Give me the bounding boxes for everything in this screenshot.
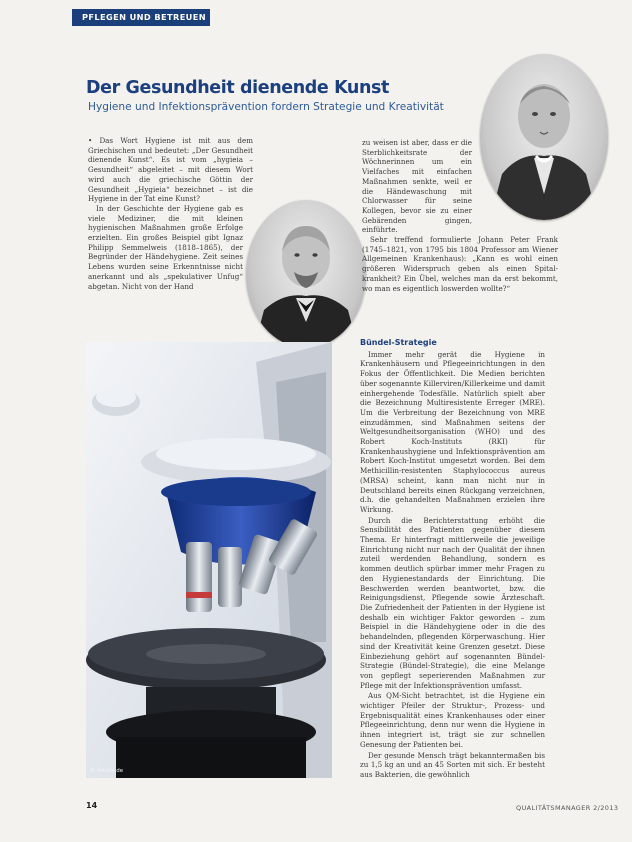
paragraph: Aus QM-Sicht betrachtet, ist die Hygiene ein wichtiger Pfeiler der Struktur-, Prozess- und Ergebnisqualität eines Krankenhauses oder einer Pflegeeinrichtung, denn nur wenn die Hygiene in ihnen integriert ist, trägt sie zur schnellen Genesung der Patienten bei.: [360, 691, 545, 749]
section-bar: [72, 9, 210, 26]
article-column-2: [362, 138, 558, 293]
article-title: Der Gesundheit dienende Kunst: [86, 78, 390, 98]
section-heading: Bündel-Strategie: [360, 338, 437, 347]
paragraph: • Das Wort Hygiene ist mit aus dem Griechischen und bedeutet: „Der Gesundheit dienende Kunst“. Es ist vom „hygieia – Gesundheit“ abgeleitet – mit diesem Wort wird auch die griechische Göttin der Gesundheit „Hygieia“ bezeichnet – ist die Hygiene in der Tat eine Kunst?: [88, 136, 253, 204]
paragraph: zu weisen ist aber, dass er die Sterblichkeitsrate der Wöchnerinnen um ein Vielfaches mit einfachen Maßnahmen senkte, weil er die Händewaschung mit Chlorwasser für seine Kollegen, bevor sie zu einer Gebärenden gingen, einführte.: [362, 138, 472, 235]
paragraph: In der Geschichte der Hygiene gab es viele Mediziner, die mit kleinen hygienischen Maßnahmen große Erfolge erzielten. Ein großes Beispiel gibt Ignaz Philipp Semmelweis (1818–1865), der Begründer der Händehygiene. Zeit seines Lebens wurden seine Erkenntnisse nicht anerkannt und als „spekulativer Unfug“ abgetan. Nicht von der Hand: [88, 203, 243, 291]
portrait-semmelweis: [246, 200, 366, 348]
paragraph: Durch die Berichterstattung erhöht die Sensibilität des Patienten gegenüber diesem Thema. Er hinterfragt mittlerweile die jeweilige Einrichtung nicht nur nach der Qualität der ihnen zuteil werdenden Behandlung, sondern es kommen deutlich spürbar immer mehr Fragen zu den Hygienestandards der Einrichtung. Die Beschwerden werden beantwortet, bzw. die Reinigungsdienst, Pflegende sowie Ärzteschaft. Die Zufriedenheit der Patienten in der Hygiene ist deshalb ein wichtiger Faktor geworden – zum Beispiel in die Händehygiene oder in die des behandelnden, pflegenden Körperwaschung. Hier sind der Kreativität keine Grenzen gesetzt. Diese Einbeziehung gehört auf sogenannten Bündel-Strategie (Bündel-Strategie), die eine Melange von gepflegt seperierenden Maßnahmen zur Pflege mit der Infektionsprävention umfasst.: [360, 515, 545, 690]
microscope-photo: [86, 342, 332, 778]
section-label: PFLEGEN UND BETREUEN: [82, 12, 206, 22]
photo-credit: © fotolia.de: [90, 768, 124, 774]
article-column-3: [360, 338, 545, 780]
journal-name: QUALITÄTSMANAGER 2/2013: [516, 804, 619, 812]
paragraph: Sehr treffend formulierte Johann Peter Frank (1745–1821, von 1795 bis 1804 Professor am Wiener Allgemeinen Krankenhaus): „Kann es wohl einen größeren Widerspruch geben als einen Spital-krankheit? Ein Übel, welches man da erst bekommt, wo man es eigentlich loswerden wollte?“: [362, 235, 558, 293]
paragraph: Der gesunde Mensch trägt bekanntermaßen bis zu 1,5 kg an und an 45 Sorten mit sich. Er besteht aus Bakterien, die gewöhnlich: [360, 750, 545, 779]
page-number: 14: [86, 801, 98, 810]
article-subtitle: Hygiene und Infektionsprävention fordern Strategie und Kreativität: [88, 101, 444, 113]
paragraph: Immer mehr gerät die Hygiene in Krankenhäusern und Pflegeeinrichtungen in den Fokus der Öffentlichkeit. Die Medien berichten über sogenannte Killerviren/Killerkeime und damit einhergehende Todesfälle. Natürlich spielt aber die Bezeichnung Multiresistente Erreger (MRE). Um die Verbreitung der Bezeichnung von MRE einzudämmen, sind Maßnahmen seitens der Weltgesundheitsorganisation (WHO) und des Robert Koch-Instituts (RKI) für Krankenhaushygiene und Infektionsprävention am Robert Koch-Institut umgesetzt worden. Bei dem Methicillin-resistenten Staphylococcus aureus (MRSA) scheint, kann man nicht nur in Deutschland bereits einen Rückgang verzeichnen, d.h. die gehandelten Maßnahmen erzielen ihre Wirkung.: [360, 349, 545, 514]
article-column-1: [88, 136, 253, 291]
